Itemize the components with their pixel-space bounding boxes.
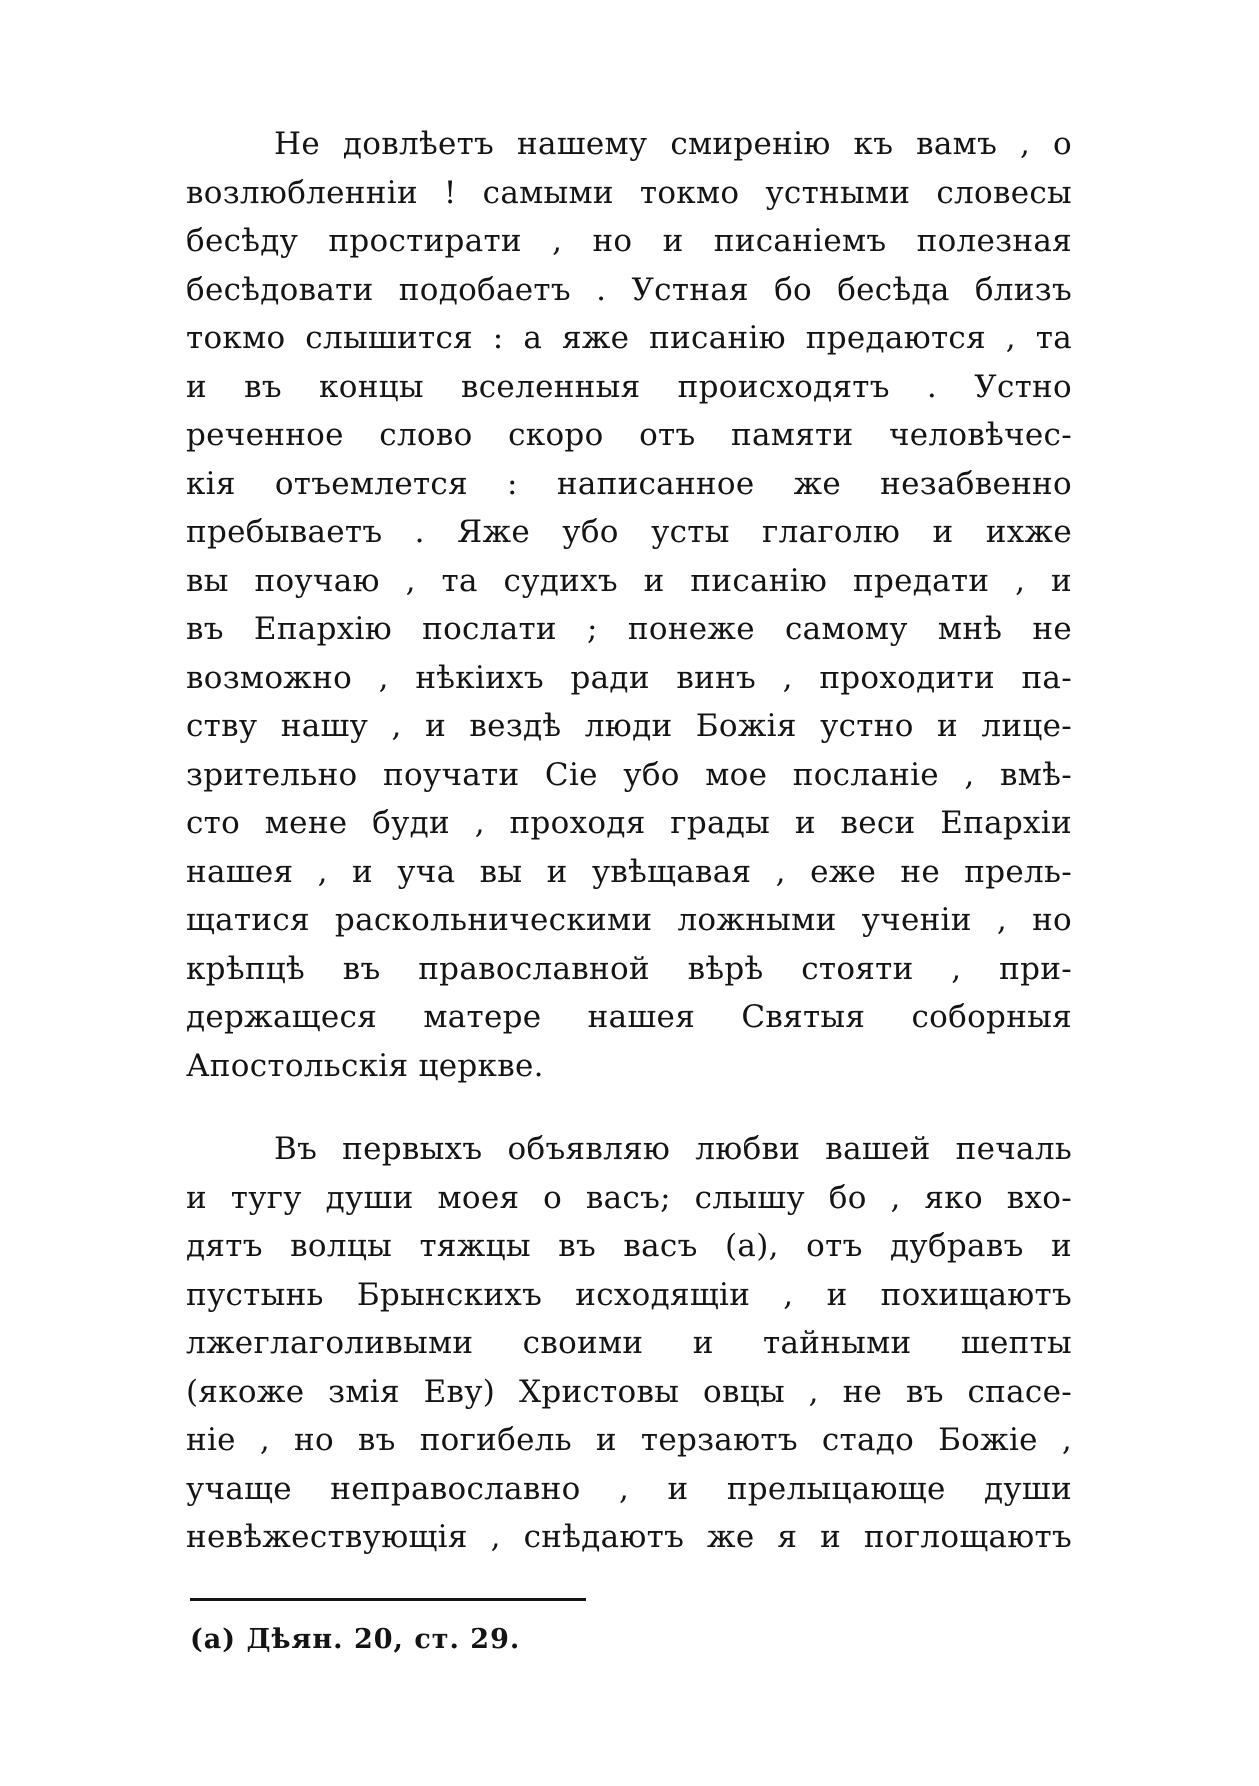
paragraph-line: сто мене буди , проходя грады и веси Епархіи — [186, 805, 1072, 841]
paragraph-line: держащеся матере нашея Святыя соборныя — [186, 999, 1072, 1035]
paragraph-line: пребываетъ . Яже убо усты глаголю и ихже — [186, 514, 1072, 550]
paragraph-line: зрительно поучати Сіе убо мое посланіе , вмѣ- — [186, 756, 1072, 793]
paragraph-line: бесѣду простирати , но и писаніемъ полезная — [186, 223, 1072, 259]
paragraph-line: вы поучаю , та судихъ и писанію предати , и — [186, 562, 1072, 599]
paragraph-line: и въ концы вселенныя происходятъ . Устно — [186, 368, 1072, 405]
paragraph-2 — [186, 1125, 1072, 1562]
footnote: (а) Дѣян. 20, ст. 29. — [190, 1624, 521, 1655]
paragraph-line: учаще неправославно , и прелыцающе души — [186, 1470, 1072, 1507]
paragraph-line: нашея , и уча вы и увѣщавая , еже не прель- — [186, 853, 1072, 890]
paragraph-line: щатися раскольническими ложными ученіи , но — [186, 902, 1072, 938]
paragraph-line: ству нашу , и вездѣ люди Божія устно и лице- — [186, 708, 1072, 744]
paragraph-line: Не довлѣетъ нашему смиренію къ вамъ , о — [274, 126, 1072, 162]
footnote-divider — [190, 1598, 586, 1601]
paragraph-line: возможно , нѣкіихъ ради винъ , проходити па- — [186, 659, 1072, 696]
paragraph-line: пустынь Брынскихъ исходящіи , и похищаютъ — [186, 1276, 1072, 1313]
paragraph-line: бесѣдовати подобаетъ . Устная бо бесѣда близъ — [186, 271, 1072, 308]
paragraph-line: въ Епархію послати ; понеже самому мнѣ не — [186, 611, 1072, 647]
paragraph-line: Въ первыхъ объявляю любви вашей печаль — [274, 1131, 1072, 1167]
paragraph-line: (якоже змія Еву) Христовы овцы , не въ спасе- — [186, 1373, 1072, 1410]
paragraph-line: токмо слышится : а яже писанію предаются , та — [186, 320, 1072, 356]
paragraph-line: крѣпцѣ въ православной вѣрѣ стояти , при- — [186, 950, 1072, 987]
paragraph-line: дятъ волцы тяжцы въ васъ (а), отъ дубравъ и — [186, 1228, 1072, 1264]
paragraph-line: ніе , но въ погибель и терзаютъ стадо Божіе , — [186, 1422, 1072, 1458]
paragraph-line: лжеглаголивыми своими и тайными шепты — [186, 1325, 1072, 1361]
paragraph-line: Апостольскія церкве. — [186, 1047, 544, 1084]
paragraph-line: реченное слово скоро отъ памяти человѣчес- — [186, 417, 1072, 453]
paragraph-1 — [186, 120, 1072, 1090]
paragraph-line: и тугу души моея о васъ; слышу бо , яко вхо- — [186, 1179, 1072, 1216]
paragraph-line: возлюбленніи ! самыми токмо устными словесы — [186, 174, 1072, 211]
paragraph-line: невѣжествующія , снѣдаютъ же я и поглощаютъ — [186, 1519, 1072, 1555]
paragraph-line: кія отъемлется : написанное же незабвенно — [186, 465, 1072, 502]
